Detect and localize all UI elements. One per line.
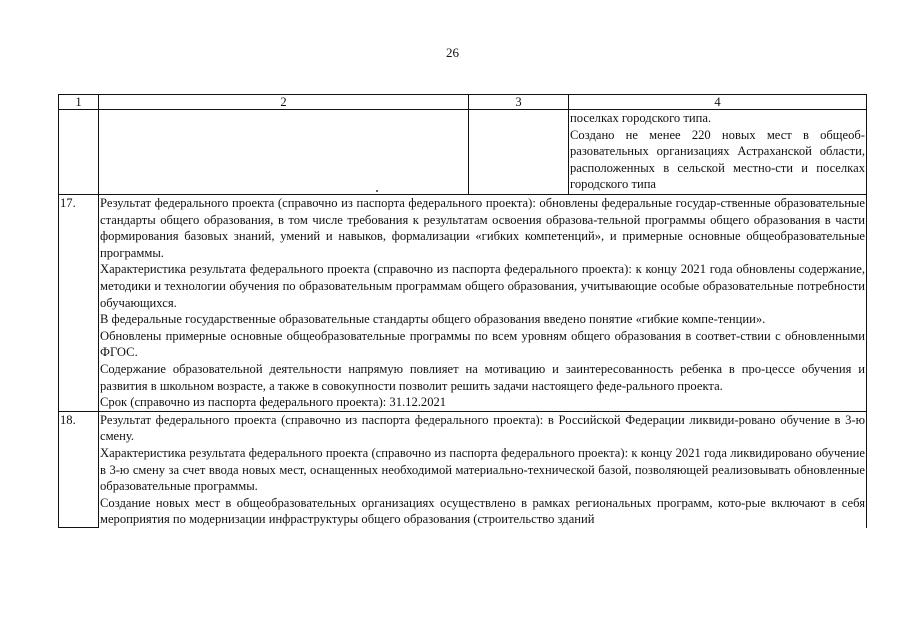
row-deadline: Срок (справочно из паспорта федерального проекта): 31.12.2021	[100, 395, 447, 410]
cell-col2	[99, 110, 469, 195]
row-number: 18.	[59, 411, 99, 528]
row-paragraph: Характеристика результата федерального проекта (справочно из паспорта федерального проекта): к концу 2021 года ликвидировано обучение в 3-ю смену за счет ввода новых мест, оснащенных необходимой материально-технической базой, позволяющей реализовывать обновленные образовательные программы.	[100, 445, 865, 494]
document-table	[58, 94, 867, 528]
column-header-4: 4	[569, 95, 867, 110]
table-row-18	[59, 411, 867, 528]
row-paragraph: Результат федерального проекта (справочно из паспорта федерального проекта): в Российской Федерации ликвиди-ровано обучение в 3-ю смену.	[100, 412, 865, 444]
row-paragraph: Характеристика результата федерального проекта (справочно из паспорта федерального проекта): к концу 2021 года обновлены содержание, методики и технологии обучения по образовательным программам общего образования, учитывающие особые образовательные потребности обучающихся.	[100, 262, 865, 310]
row-paragraph: Результат федерального проекта (справочно из паспорта федерального проекта): обновлены федеральные государ-ственные образовательные стандарты общего образования, в том числе требования к результатам освоения образова-тельной программы общего образования в части формирования базовых знаний, умений и навыков, формализации «гибких компетенций», и примерные основные общеобразовательные программы.	[100, 196, 865, 260]
page-number: 26	[446, 45, 459, 60]
row-paragraph: Создание новых мест в общеобразовательных организациях осуществлено в рамках региональных программ, кото-рые включают в себя мероприятия по модернизации инфраструктуры общего образования (строительство зданий	[100, 495, 865, 527]
table-row-continuation	[59, 110, 867, 195]
cell-paragraph: Создано не менее 220 новых мест в общеоб-разовательных организациях Астраханской области, расположенных в сельской местно-сти и поселках городского типа	[570, 127, 865, 192]
row-paragraph: Содержание образовательной деятельности напрямую повлияет на мотивацию и заинтересованность ребенка в про-цессе обучения и развития в школьном возрасте, а также в совокупности позволит решить задачи настоящего феде-рального проекта.	[100, 361, 865, 393]
column-header-2: 2	[99, 95, 469, 110]
scan-speck	[376, 190, 378, 192]
column-header-3: 3	[469, 95, 569, 110]
table-header-row	[59, 95, 867, 110]
row-content	[99, 411, 867, 528]
column-header-1: 1	[59, 95, 99, 110]
cell-col1	[59, 110, 99, 195]
cell-col3	[469, 110, 569, 195]
cell-paragraph: поселках городского типа.	[570, 111, 712, 125]
row-paragraph: Обновлены примерные основные общеобразовательные программы по всем уровням общего образования в соответ-ствии с обновленными ФГОС.	[100, 328, 865, 360]
row-content	[99, 195, 867, 412]
row-number: 17.	[59, 195, 99, 412]
cell-col4	[569, 110, 867, 195]
row-paragraph: В федеральные государственные образовательные стандарты общего образования введено понятие «гибкие компе-тенции».	[100, 312, 766, 327]
table-row-17	[59, 195, 867, 412]
